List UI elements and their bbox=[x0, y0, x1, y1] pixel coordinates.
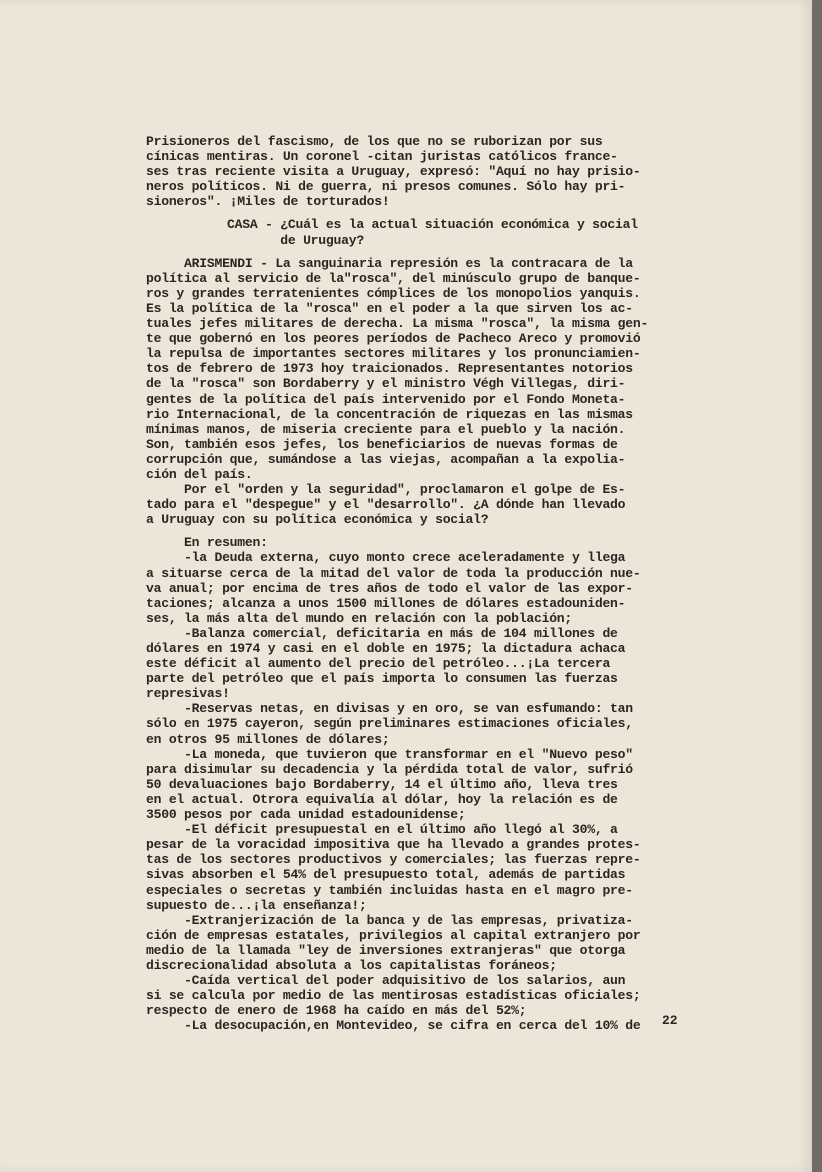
text-line: neros políticos. Ni de guerra, ni presos comunes. Sólo hay pri- bbox=[146, 179, 626, 195]
text-line: dólares en 1974 y casi en el doble en 1975; la dictadura achaca bbox=[146, 641, 626, 656]
typewritten-text bbox=[146, 134, 706, 1049]
page-number: 22 bbox=[662, 1013, 678, 1028]
text-line: la repulsa de importantes sectores militares y los pronunciamien- bbox=[146, 346, 641, 362]
text-line: sivas absorben el 54% del presupuesto total, además de partidas bbox=[146, 867, 626, 883]
text-line: corrupción que, sumándose a las viejas, acompañan a la expolia- bbox=[146, 451, 626, 467]
text-line: tos de febrero de 1973 hoy traicionados. Representantes notorios bbox=[146, 361, 633, 377]
text-line: este déficit al aumento del precio del petróleo...¡La tercera bbox=[146, 656, 611, 672]
text-line: respecto de enero de 1968 ha caído en más del 52%; bbox=[146, 1003, 527, 1019]
text-line: sólo en 1975 cayeron, según preliminares estimaciones oficiales, bbox=[146, 716, 633, 732]
text-line: -La moneda, que tuvieron que transformar en el "Nuevo peso" bbox=[146, 746, 633, 762]
question-line: CASA - ¿Cuál es la actual situación económica y social bbox=[227, 217, 638, 233]
spacer bbox=[146, 209, 706, 217]
text-line: 3500 pesos por cada unidad estadounidense; bbox=[146, 807, 466, 823]
text-line: -La desocupación,en Montevideo, se cifra en cerca del 10% de bbox=[146, 1018, 641, 1034]
text-line: supuesto de...¡la enseñanza!; bbox=[146, 897, 367, 913]
text-line: parte del petróleo que el país importa lo consumen las fuerzas bbox=[146, 671, 618, 687]
text-line: 50 devaluaciones bajo Bordaberry, 14 el último año, lleva tres bbox=[146, 776, 618, 792]
text-line: mínimas manos, de miseria creciente para el pueblo y la nación. bbox=[146, 421, 626, 437]
question-line: de Uruguay? bbox=[227, 232, 364, 248]
text-line: -Caída vertical del poder adquisitivo de los salarios, aun bbox=[146, 973, 626, 989]
text-line: política al servicio de la"rosca", del minúsculo grupo de banque- bbox=[146, 270, 641, 286]
text-line: -Extranjerización de la banca y de las empresas, privatiza- bbox=[146, 912, 633, 928]
text-line: ción de empresas estatales, privilegios al capital extranjero por bbox=[146, 927, 641, 943]
text-line: de la "rosca" son Bordaberry y el ministro Végh Villegas, diri- bbox=[146, 376, 626, 392]
text-line: ros y grandes terratenientes cómplices de los monopolios yanquis. bbox=[146, 285, 641, 301]
text-line: represivas! bbox=[146, 686, 230, 702]
spacer bbox=[146, 527, 706, 535]
text-line: -la Deuda externa, cuyo monto crece aceleradamente y llega bbox=[146, 550, 626, 566]
text-line: a situarse cerca de la mitad del valor de toda la producción nue- bbox=[146, 565, 641, 581]
text-line: Por el "orden y la seguridad", proclamaron el golpe de Es- bbox=[146, 482, 626, 498]
text-line: medio de la llamada "ley de inversiones extranjeras" que otorga bbox=[146, 942, 626, 958]
text-line: para disimular su decadencia y la pérdida total de valor, sufrió bbox=[146, 761, 633, 777]
text-line: Son, también esos jefes, los beneficiarios de nuevas formas de bbox=[146, 436, 618, 452]
text-line: -Balanza comercial, deficitaria en más de 104 millones de bbox=[146, 625, 618, 641]
text-line: rio Internacional, de la concentración de riquezas en las mismas bbox=[146, 406, 633, 422]
text-line: tado para el "despegue" y el "desarrollo". ¿A dónde han llevado bbox=[146, 497, 626, 513]
text-line bbox=[146, 1033, 706, 1048]
text-line: discrecionalidad absoluta a los capitalistas foráneos; bbox=[146, 957, 557, 973]
page-edge bbox=[812, 0, 822, 1172]
text-line: tuales jefes militares de derecha. La misma "rosca", la misma gen- bbox=[146, 316, 649, 332]
text-line: taciones; alcanza a unos 1500 millones de dólares estadouniden- bbox=[146, 595, 626, 611]
text-line: sioneros". ¡Miles de torturados! bbox=[146, 194, 390, 210]
text-line: te que gobernó en los peores períodos de Pacheco Areco y promovió bbox=[146, 331, 641, 347]
text-line: va anual; por encima de tres años de todo el valor de las expor- bbox=[146, 580, 633, 596]
text-line: en el actual. Otrora equivalía al dólar, hoy la relación es de bbox=[146, 791, 618, 807]
text-line: tas de los sectores productivos y comerciales; las fuerzas repre- bbox=[146, 852, 641, 868]
text-line: a Uruguay con su política económica y social? bbox=[146, 512, 489, 528]
text-line: si se calcula por medio de las mentirosas estadísticas oficiales; bbox=[146, 988, 641, 1004]
text-line: ses, la más alta del mundo en relación con la población; bbox=[146, 610, 573, 626]
spacer bbox=[146, 248, 706, 256]
text-line: especiales o secretas y también incluidas hasta en el magro pre- bbox=[146, 882, 633, 898]
text-line: ción del país. bbox=[146, 466, 253, 482]
text-line: ARISMENDI - La sanguinaria represión es la contracara de la bbox=[146, 255, 633, 271]
text-line: Es la política de la "rosca" en el poder a la que sirven los ac- bbox=[146, 300, 633, 316]
text-line: en otros 95 millones de dólares; bbox=[146, 731, 390, 747]
text-line: En resumen: bbox=[146, 535, 268, 551]
text-line: gentes de la política del país intervenido por el Fondo Moneta- bbox=[146, 391, 626, 407]
text-line: cínicas mentiras. Un coronel -citan juristas católicos france- bbox=[146, 149, 618, 165]
text-line: -El déficit presupuestal en el último año llegó al 30%, a bbox=[146, 822, 618, 838]
text-line: ses tras reciente visita a Uruguay, expresó: "Aquí no hay prisio- bbox=[146, 164, 641, 180]
text-line: Prisioneros del fascismo, de los que no se ruborizan por sus bbox=[146, 134, 603, 149]
text-line: -Reservas netas, en divisas y en oro, se van esfumando: tan bbox=[146, 701, 633, 717]
text-line: pesar de la voracidad impositiva que ha llevado a grandes protes- bbox=[146, 837, 641, 853]
